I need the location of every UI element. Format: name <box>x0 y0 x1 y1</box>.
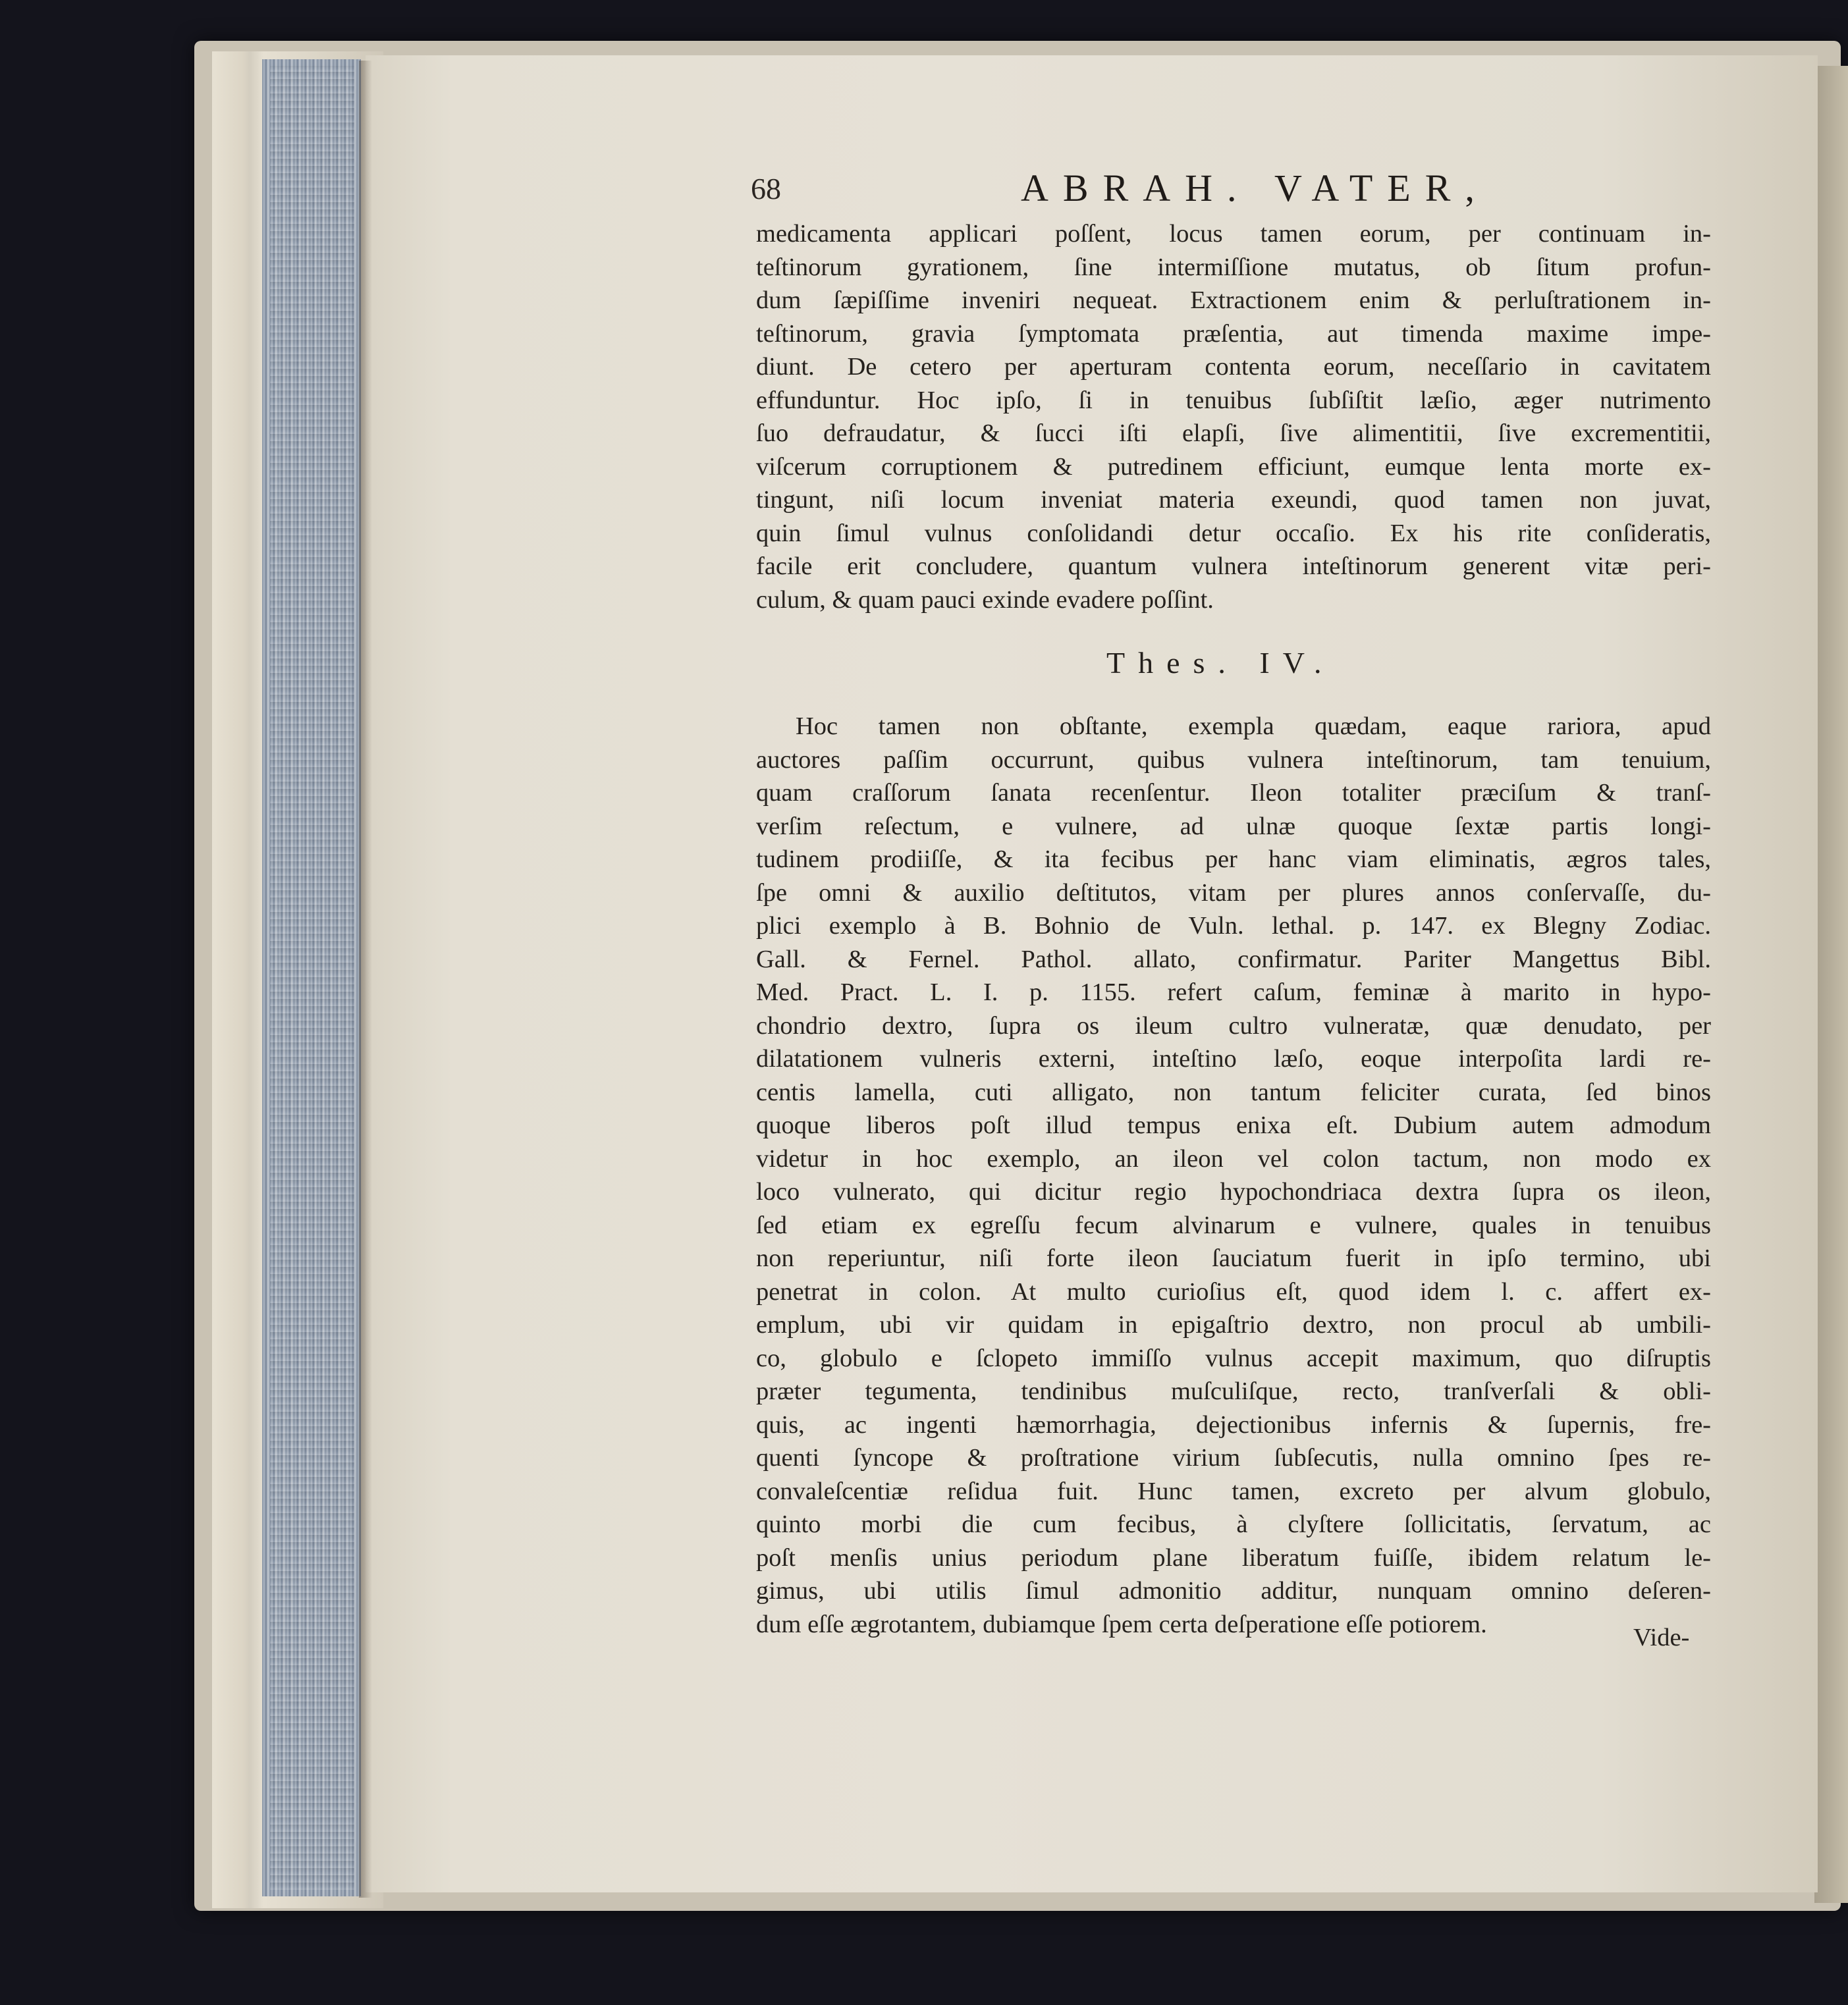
gutter-shadow <box>359 61 372 1898</box>
paragraph-2 <box>756 710 1711 1641</box>
text-line: facile erit concludere, quantum vulnera inteſtinorum generent vitæ peri- <box>756 552 1711 580</box>
text-line: plici exemplo à B. Bohnio de Vuln. lethal. p. 147. ex Blegny Zodiac. <box>756 912 1711 940</box>
page-number: 68 <box>751 172 781 205</box>
text-line: convaleſcentiæ reſidua fuit. Hunc tamen, excreto per alvum globulo, <box>756 1477 1711 1505</box>
text-line: diunt. De cetero per aperturam contenta eorum, neceſſario in cavitatem <box>756 353 1711 381</box>
text-line: quinto morbi die cum fecibus, à clyſtere ſollicitatis, ſervatum, ac <box>756 1510 1711 1538</box>
text-line: viſcerum corruptionem & putredinem efficiunt, eumque lenta morte ex- <box>756 452 1711 481</box>
text-line: videtur in hoc exemplo, an ileon vel colon tactum, non modo ex <box>756 1144 1711 1173</box>
text-line: Hoc tamen non obſtante, exempla quædam, eaque rariora, apud <box>796 712 1711 740</box>
text-line: quis, ac ingenti hæmorrhagia, dejectionibus infernis & ſupernis, fre- <box>756 1410 1711 1439</box>
running-head <box>751 166 1739 219</box>
text-line: dum ſæpiſſime inveniri nequeat. Extractionem enim & perluſtrationem in- <box>756 286 1711 314</box>
text-line: poſt menſis unius periodum plane liberatum fuiſſe, ibidem relatum le- <box>756 1543 1711 1572</box>
paragraph-1 <box>756 217 1711 616</box>
text-line: dum eſſe ægrotantem, dubiamque ſpem certa deſperatione eſſe potiorem. <box>756 1610 1487 1638</box>
text-line: centis lamella, cuti alligato, non tantum feliciter curata, ſed binos <box>756 1078 1711 1106</box>
text-line: loco vulnerato, qui dicitur regio hypochondriaca dextra ſupra os ileon, <box>756 1178 1711 1206</box>
text-line: emplum, ubi vir quidam in epigaſtrio dextro, non procul ab umbili- <box>756 1311 1711 1339</box>
text-line: chondrio dextro, ſupra os ileum cultro vulneratæ, quæ denudato, per <box>756 1011 1711 1040</box>
text-line: ſpe omni & auxilio deſtitutos, vitam per plures annos conſervaſſe, du- <box>756 878 1711 907</box>
text-line: Med. Pract. L. I. p. 1155. refert caſum, feminæ à marito in hypo- <box>756 978 1711 1006</box>
text-line: dilatationem vulneris externi, inteſtino læſo, eoque interpoſita lardi re- <box>756 1045 1711 1073</box>
catchword: Vide- <box>1633 1624 1690 1651</box>
text-line: non reperiuntur, niſi forte ileon ſauciatum fuerit in ipſo termino, ubi <box>756 1244 1711 1272</box>
text-line: co, globulo e ſclopeto immiſſo vulnus accepit maximum, quo diſruptis <box>756 1344 1711 1372</box>
text-line: medicamenta applicari poſſent, locus tamen eorum, per continuam in- <box>756 220 1711 248</box>
text-line: quin ſimul vulnus conſolidandi detur occaſio. Ex his rite conſideratis, <box>756 519 1711 547</box>
text-line: auctores paſſim occurrunt, quibus vulnera inteſtinorum, tam tenuium, <box>756 745 1711 774</box>
text-line: teſtinorum gyrationem, ſine intermiſſione mutatus, ob ſitum profun- <box>756 253 1711 281</box>
section-heading: Thes. IV. <box>1106 646 1335 680</box>
text-line: culum, & quam pauci exinde evadere poſſint. <box>756 585 1214 614</box>
text-line: tudinem prodiiſſe, & ita fecibus per hanc viam eliminatis, ægros tales, <box>756 845 1711 873</box>
text-line: Gall. & Fernel. Pathol. allato, confirmatur. Pariter Mangettus Bibl. <box>756 945 1711 973</box>
text-line: teſtinorum, gravia ſymptomata præſentia, aut timenda maxime impe- <box>756 319 1711 348</box>
text-line: quoque liberos poſt illud tempus enixa eſt. Dubium autem admodum <box>756 1111 1711 1139</box>
text-line: quam craſſorum ſanata recenſentur. Ileon totaliter præciſum & tranſ- <box>756 779 1711 807</box>
text-line: tingunt, niſi locum inveniat materia exeundi, quod tamen non juvat, <box>756 486 1711 514</box>
right-board <box>1814 66 1848 1903</box>
text-line: effunduntur. Hoc ipſo, ſi in tenuibus ſubſiſtit læſio, æger nutrimento <box>756 386 1711 414</box>
text-line: præter tegumenta, tendinibus muſculiſque, recto, tranſverſali & obli- <box>756 1377 1711 1405</box>
stacked-leaves-texture <box>270 66 354 1890</box>
text-line: gimus, ubi utilis ſimul admonitio additur, nunquam omnino deſeren- <box>756 1577 1711 1605</box>
text-line: ſed etiam ex egreſſu fecum alvinarum e vulnere, quales in tenuibus <box>756 1211 1711 1239</box>
text-line: penetrat in colon. At multo curioſius eſt, quod idem l. c. affert ex- <box>756 1277 1711 1306</box>
running-title: ABRAH. VATER, <box>1021 167 1489 209</box>
text-line: quenti ſyncope & proſtratione virium ſubſecutis, nulla omnino ſpes re- <box>756 1444 1711 1472</box>
text-line: verſim reſectum, e vulnere, ad ulnæ quoque ſextæ partis longi- <box>756 812 1711 840</box>
text-line: ſuo defraudatur, & ſucci iſti elapſi, ſive alimentitii, ſive excrementitii, <box>756 419 1711 447</box>
